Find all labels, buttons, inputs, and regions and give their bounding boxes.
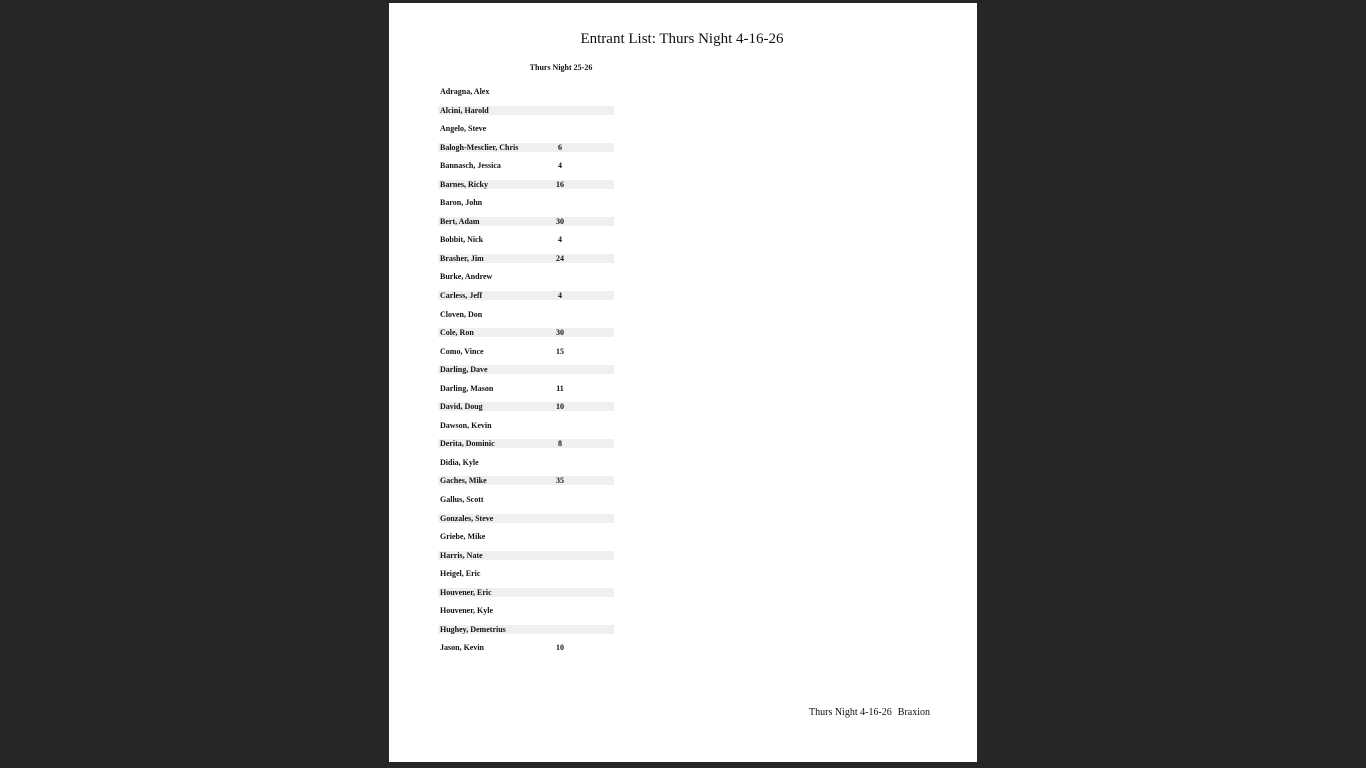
- table-row: [438, 606, 614, 615]
- entrant-name: Griebe, Mike: [440, 532, 486, 542]
- entrant-name: Harris, Nate: [440, 550, 483, 560]
- page-title-text: Entrant List: Thurs Night 4-16-26: [580, 31, 784, 47]
- entrant-name: Darling, Mason: [440, 383, 494, 393]
- entrant-name: Bobbit, Nick: [440, 235, 484, 245]
- table-row: [438, 254, 614, 263]
- entrant-name: Bert, Adam: [440, 216, 480, 226]
- table-row: [438, 384, 614, 393]
- entrant-name: Didia, Kyle: [440, 457, 479, 467]
- entrant-name: Darling, Dave: [440, 365, 488, 375]
- entrant-value: 6: [558, 142, 562, 152]
- entrant-name: Balogh-Mesclier, Chris: [440, 142, 519, 152]
- table-row: [438, 235, 614, 244]
- entrant-name: David, Doug: [440, 402, 483, 412]
- table-row: [438, 402, 614, 411]
- entrant-value: 30: [556, 216, 564, 226]
- table-row: [438, 588, 614, 597]
- entrant-value: 10: [556, 402, 564, 412]
- entrant-name: Adragna, Alex: [440, 87, 490, 96]
- footer-brand: Braxion: [897, 707, 930, 718]
- document-page: [389, 3, 977, 762]
- table-row: [438, 439, 614, 448]
- table-row: [438, 161, 614, 170]
- table-row: [438, 272, 614, 281]
- entrant-name: Cole, Ron: [440, 328, 474, 338]
- entrant-name: Brasher, Jim: [440, 253, 484, 263]
- table-row: [438, 421, 614, 430]
- entrant-name: Burke, Andrew: [440, 272, 493, 282]
- entrant-name: Alcini, Harold: [440, 105, 489, 115]
- table-row: [438, 143, 614, 152]
- table-row: [438, 514, 614, 523]
- entrant-value: 24: [556, 253, 564, 263]
- entrant-name: Gallus, Scott: [440, 495, 484, 505]
- entrant-value: 16: [556, 179, 564, 189]
- page-title: [389, 31, 977, 48]
- entrant-value: 4: [558, 161, 562, 171]
- entrant-name: Dawson, Kevin: [440, 420, 492, 430]
- entrant-value: 35: [556, 476, 564, 486]
- entrant-name: Houvener, Kyle: [440, 606, 494, 616]
- table-row: [438, 217, 614, 226]
- column-header: Thurs Night 25-26: [529, 63, 593, 72]
- page-footer: [809, 707, 930, 718]
- entrant-value: 8: [558, 439, 562, 449]
- table-row: [438, 180, 614, 189]
- entrant-name: Gonzales, Steve: [440, 513, 494, 523]
- entrant-name: Bannasch, Jessica: [440, 161, 501, 171]
- entrant-value: 11: [556, 383, 564, 393]
- table-row: [438, 291, 614, 300]
- table-row: [438, 87, 614, 96]
- table-row: [438, 495, 614, 504]
- entrant-name: Gaches, Mike: [440, 476, 487, 486]
- table-row: [438, 198, 614, 207]
- table-row: [438, 532, 614, 541]
- entrant-value: 4: [558, 291, 562, 301]
- table-row: [438, 476, 614, 485]
- table-row: [438, 365, 614, 374]
- entrant-name: Houvener, Eric: [440, 587, 492, 597]
- entrant-list: [438, 87, 614, 662]
- entrant-name: Como, Vince: [440, 346, 484, 356]
- entrant-value: 4: [558, 235, 562, 245]
- entrant-name: Derita, Dominic: [440, 439, 495, 449]
- table-row: [438, 347, 614, 356]
- entrant-value: 15: [556, 346, 564, 356]
- table-row: [438, 310, 614, 319]
- entrant-name: Barnes, Ricky: [440, 179, 488, 189]
- table-row: [438, 458, 614, 467]
- entrant-name: Angelo, Steve: [440, 124, 487, 134]
- table-row: [438, 328, 614, 337]
- table-row: [438, 569, 614, 578]
- entrant-name: Baron, John: [440, 198, 483, 208]
- entrant-name: Hughey, Demetrius: [440, 624, 506, 634]
- entrant-value: 10: [556, 643, 564, 653]
- table-row: [438, 124, 614, 133]
- table-row: [438, 625, 614, 634]
- entrant-name: Jason, Kevin: [440, 643, 485, 653]
- table-row: [438, 106, 614, 115]
- footer-event: Thurs Night 4-16-26: [809, 707, 892, 718]
- table-row: [438, 643, 614, 652]
- entrant-value: 30: [556, 328, 564, 338]
- table-row: [438, 551, 614, 560]
- entrant-name: Carless, Jeff: [440, 291, 483, 301]
- entrant-name: Cloven, Don: [440, 309, 483, 319]
- entrant-name: Heigel, Eric: [440, 569, 481, 579]
